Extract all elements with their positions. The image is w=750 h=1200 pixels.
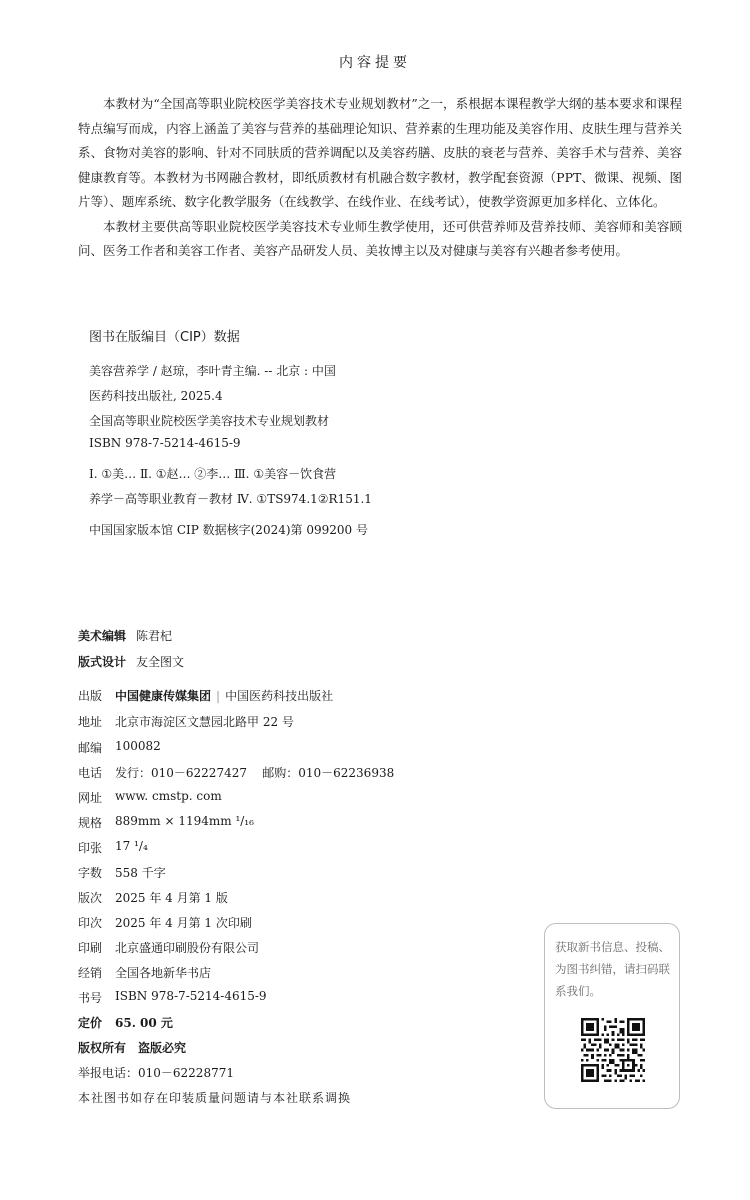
info-label: 规格 bbox=[78, 816, 103, 830]
credit-row bbox=[78, 653, 184, 670]
cip-line: 全国高等职业院校医学美容技术专业规划教材 bbox=[89, 414, 330, 428]
info-label: 定价 bbox=[78, 1016, 103, 1030]
info-row bbox=[78, 789, 222, 806]
info-label: 印张 bbox=[78, 841, 103, 855]
cip-line: ISBN 978-7-5214-4615-9 bbox=[89, 436, 241, 450]
qr-code-icon bbox=[581, 1018, 645, 1082]
abstract-title: 内容提要 bbox=[339, 55, 411, 71]
info-row bbox=[78, 939, 259, 956]
info-row bbox=[78, 889, 228, 906]
info-label: 书号 bbox=[78, 991, 103, 1005]
credit-label: 版式设计 bbox=[78, 655, 127, 669]
info-value: 100082 bbox=[115, 739, 161, 753]
info-row bbox=[78, 814, 254, 831]
info-row bbox=[78, 839, 148, 856]
info-row bbox=[78, 989, 267, 1006]
info-label: 经销 bbox=[78, 966, 103, 980]
report-phone: 举报电话：010－62228771 bbox=[78, 1066, 234, 1080]
info-value: 17 ¹/₄ bbox=[115, 839, 148, 853]
info-label: 网址 bbox=[78, 791, 103, 805]
abstract-body bbox=[78, 92, 682, 264]
info-label: 邮编 bbox=[78, 741, 103, 755]
info-row bbox=[78, 764, 394, 781]
info-row bbox=[78, 713, 294, 730]
info-label: 电话 bbox=[78, 766, 103, 780]
copyright-right: 盗版必究 bbox=[138, 1041, 187, 1055]
cip-line: 养学－高等职业教育－教材 Ⅳ. ①TS974.1②R151.1 bbox=[89, 492, 372, 506]
credit-value: 陈君杞 bbox=[136, 629, 173, 643]
info-label: 地址 bbox=[78, 715, 103, 729]
info-label: 印刷 bbox=[78, 941, 103, 955]
qr-card bbox=[544, 923, 680, 1109]
info-row bbox=[78, 864, 166, 881]
info-row bbox=[78, 914, 252, 931]
info-value: ISBN 978-7-5214-4615-9 bbox=[115, 989, 267, 1003]
credit-value: 友全图文 bbox=[136, 655, 185, 669]
info-value: 全国各地新华书店 bbox=[115, 966, 212, 980]
cip-line: 中国国家版本馆 CIP 数据核字(2024)第 099200 号 bbox=[89, 523, 368, 537]
info-label: 字数 bbox=[78, 866, 103, 880]
abstract-paragraph: 本教材为“全国高等职业院校医学美容技术专业规划教材”之一，系根据本课程教学大纲的基本要求和课程特点编写而成，内容上涵盖了美容与营养的基础理论知识、营养素的生理功能及美容作用、皮肤生理与营养关系、食物对美容的影响、针对不同肤质的营养调配以及美容药膳、皮肤的衰老与营养、美容手术与营养、美容健康教育等。本教材为书网融合教材，即纸质教材有机融合数字教材，教学配套资源（PPT、微课、视频、图片等）、题库系统、数字化教学服务（在线教学、在线作业、在线考试），使教学资源更加多样化、立体化。 bbox=[78, 96, 682, 209]
credit-label: 美术编辑 bbox=[78, 629, 127, 643]
copyright-line bbox=[78, 1039, 186, 1056]
qr-caption: 获取新书信息、投稿、为图书纠错，请扫码联系我们。 bbox=[555, 940, 670, 998]
quality-notice: 本社图书如存在印装质量问题请与本社联系调换 bbox=[78, 1091, 352, 1105]
cip-line: 医药科技出版社, 2025.4 bbox=[89, 389, 223, 403]
info-value: 889mm × 1194mm ¹/₁₆ bbox=[115, 814, 254, 828]
info-value: 北京盛通印刷股份有限公司 bbox=[115, 941, 260, 955]
info-label: 出版 bbox=[78, 689, 103, 703]
publisher-group: 中国健康传媒集团 bbox=[115, 689, 212, 703]
cip-title: 图书在版编目（CIP）数据 bbox=[89, 330, 240, 345]
info-value: 2025 年 4 月第 1 版 bbox=[115, 891, 228, 905]
cip-line: 美容营养学 / 赵琼，李叶青主编. -- 北京 : 中国 bbox=[89, 364, 336, 378]
price-row bbox=[78, 1014, 173, 1031]
info-label: 版次 bbox=[78, 891, 103, 905]
divider: | bbox=[216, 689, 221, 703]
publisher-name: 中国医药科技出版社 bbox=[225, 689, 334, 703]
info-value: 北京市海淀区文慧园北路甲 22 号 bbox=[115, 715, 294, 729]
copyright-left: 版权所有 bbox=[78, 1041, 127, 1055]
info-value: 2025 年 4 月第 1 次印刷 bbox=[115, 916, 252, 930]
info-row bbox=[78, 964, 211, 981]
price-value: 65. 00 元 bbox=[115, 1016, 173, 1030]
info-value: 558 千字 bbox=[115, 866, 166, 880]
credit-row bbox=[78, 627, 172, 644]
publisher-row bbox=[78, 687, 333, 704]
abstract-paragraph: 本教材主要供高等职业院校医学美容技术专业师生教学使用，还可供营养师及营养技师、美容师和美容顾问、医务工作者和美容工作者、美容产品研发人员、美妆博主以及对健康与美容有兴趣者参考使用。 bbox=[78, 218, 682, 258]
info-label: 印次 bbox=[78, 916, 103, 930]
info-value: www. cmstp. com bbox=[115, 789, 222, 803]
info-row bbox=[78, 739, 161, 756]
info-value: 发行：010－62227427 邮购：010－62236938 bbox=[115, 766, 395, 780]
cip-line: Ⅰ. ①美… Ⅱ. ①赵… ②李… Ⅲ. ①美容－饮食营 bbox=[89, 467, 337, 481]
